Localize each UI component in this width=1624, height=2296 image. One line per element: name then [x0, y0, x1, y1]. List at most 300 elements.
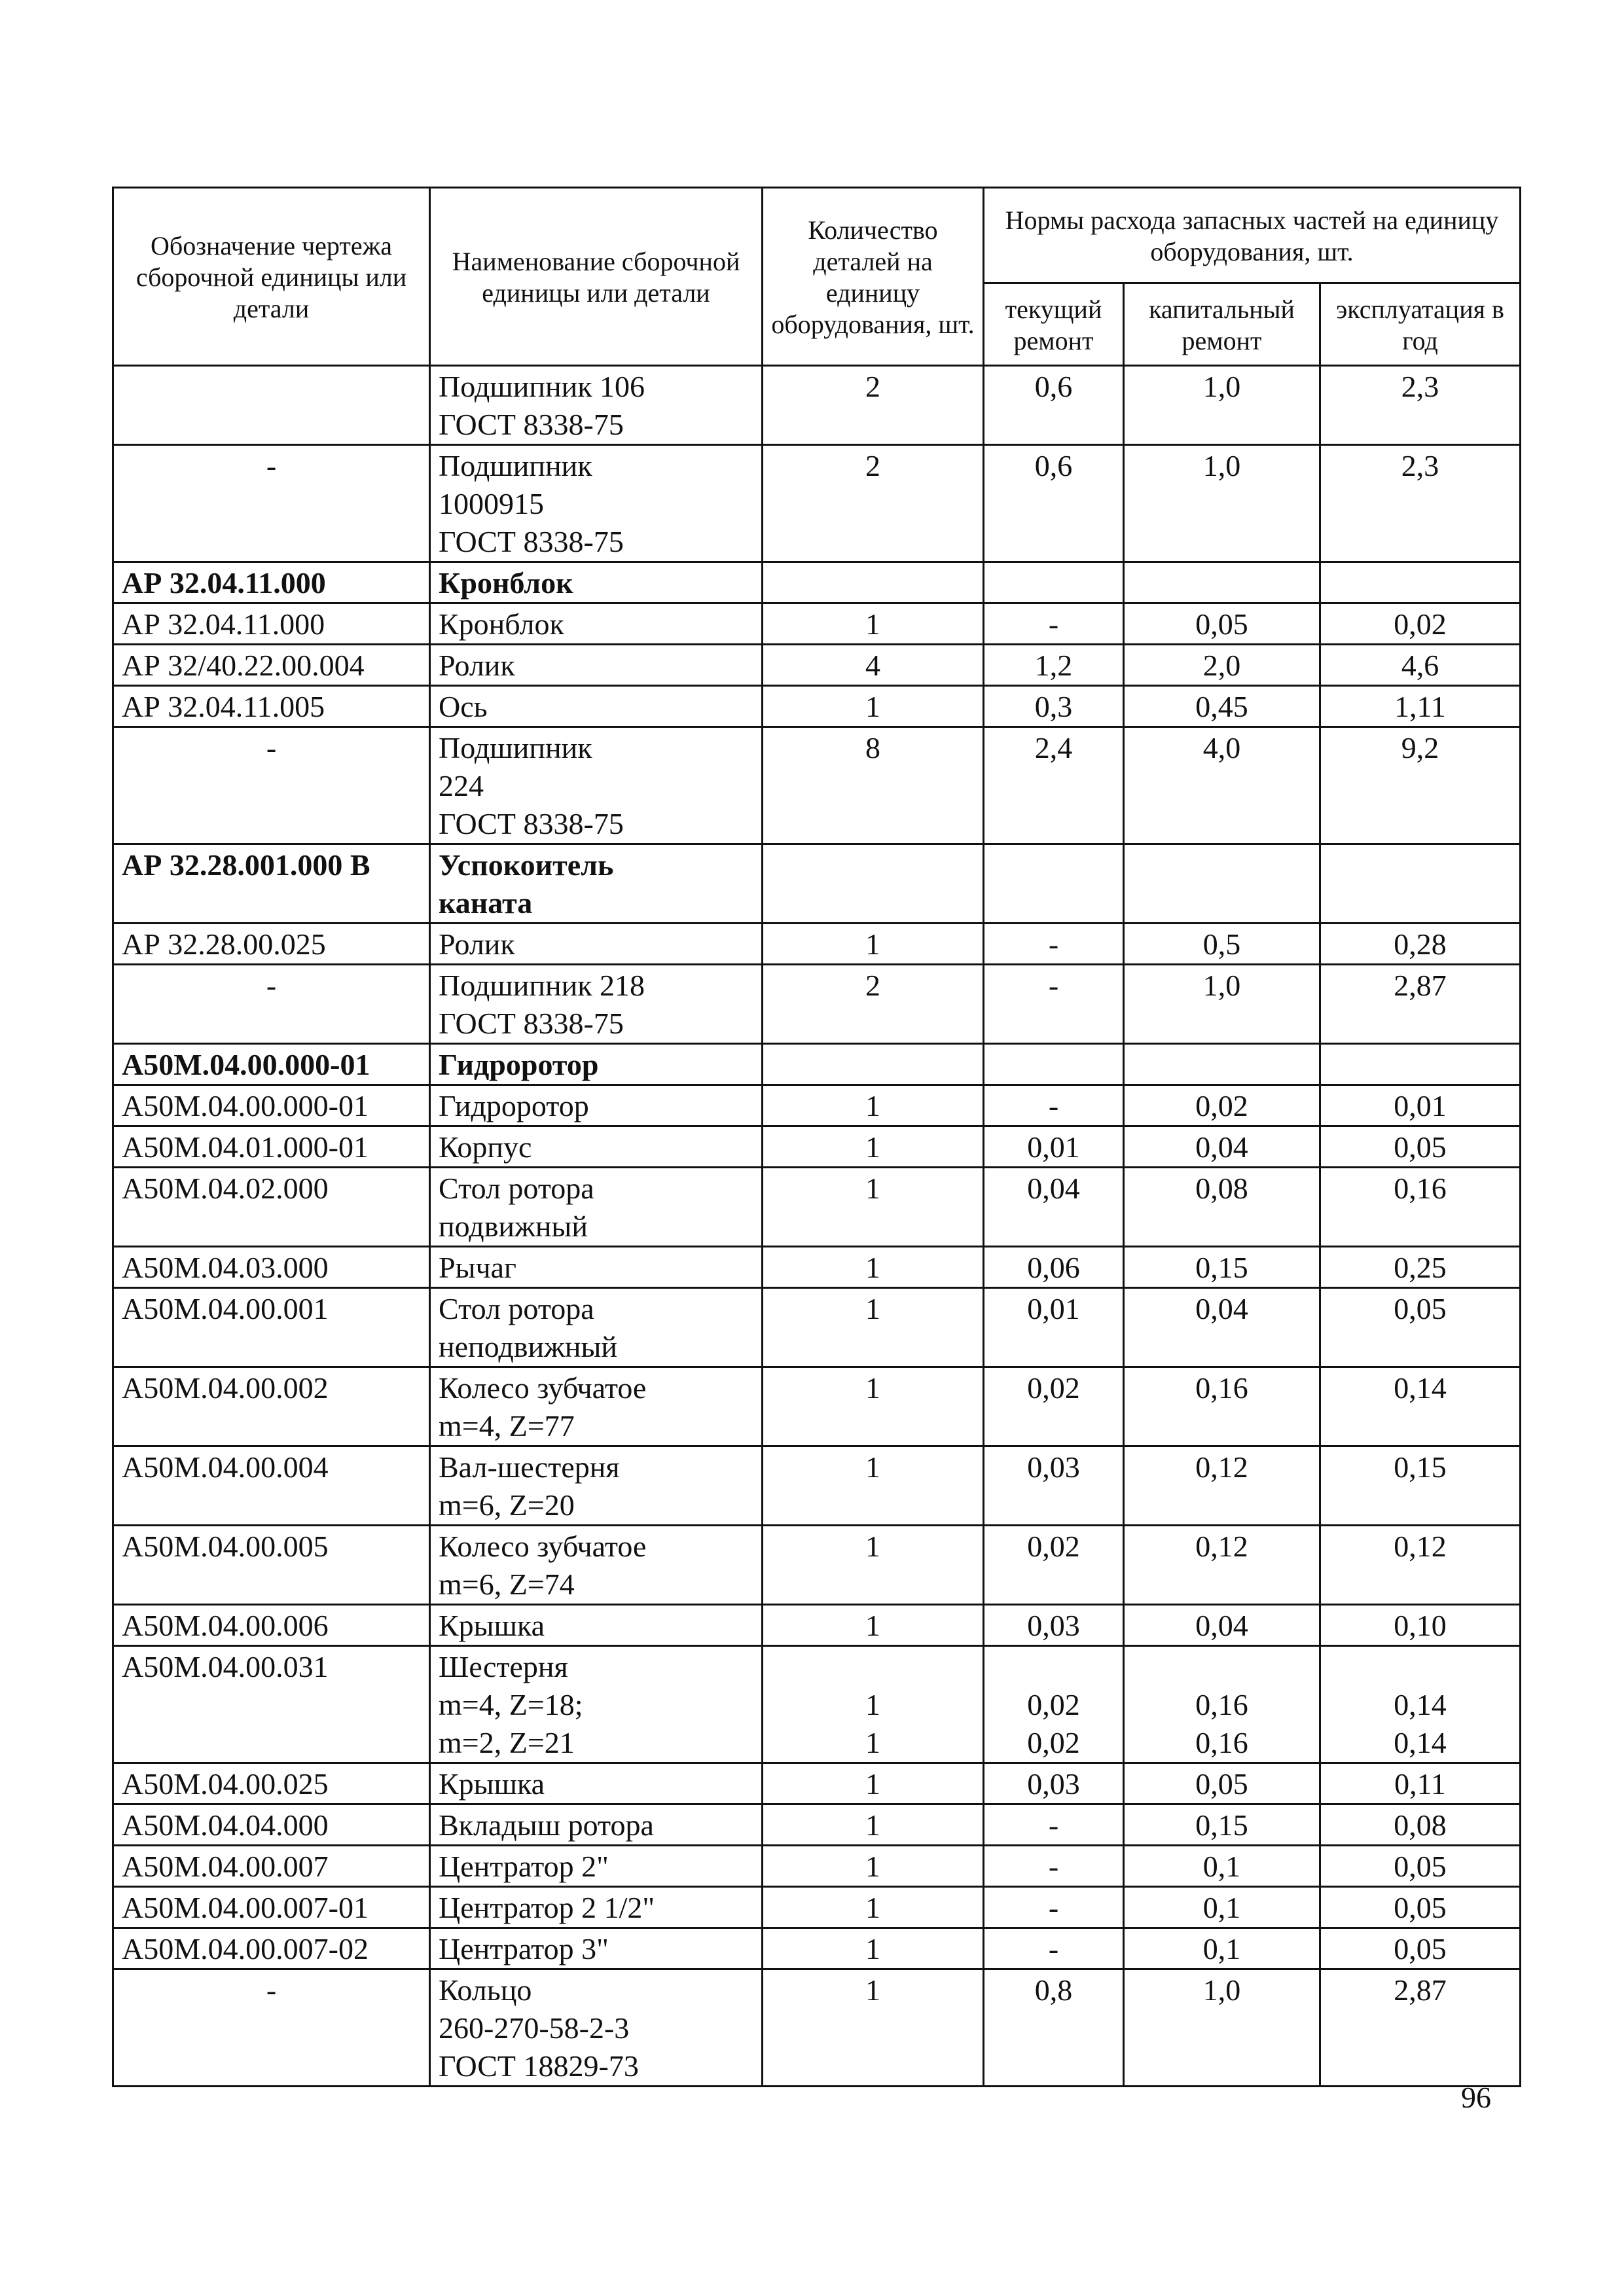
cell-quantity	[763, 1846, 984, 1887]
cell-operation-per-year	[1320, 1526, 1521, 1605]
cell-quantity	[763, 965, 984, 1044]
cell-operation-per-year	[1320, 1646, 1521, 1763]
cell-quantity-line: 1	[865, 1530, 880, 1563]
cell-name	[430, 1085, 763, 1126]
cell-current-repair-line: -	[1048, 927, 1059, 961]
cell-quantity-line: 1	[865, 1089, 880, 1122]
cell-current-repair-line: 0,02	[1027, 1371, 1080, 1405]
cell-operation-per-year-line: 2,3	[1401, 449, 1439, 482]
cell-current-repair-line: -	[1048, 1089, 1059, 1122]
cell-name-line: Подшипник	[439, 449, 592, 482]
cell-name-line: m=6, Z=20	[439, 1488, 575, 1522]
cell-capital-repair	[1124, 727, 1320, 844]
table-row	[113, 1044, 1521, 1085]
cell-name	[430, 844, 763, 924]
cell-quantity-line: 1	[865, 1808, 880, 1842]
cell-name-line: Крышка	[439, 1767, 545, 1801]
cell-capital-repair-line: 0,16	[1195, 1726, 1248, 1759]
cell-capital-repair	[1124, 1887, 1320, 1928]
cell-name	[430, 1605, 763, 1646]
cell-name	[430, 366, 763, 445]
cell-operation-per-year-line: 0,15	[1394, 1450, 1447, 1484]
table-row	[113, 1367, 1521, 1446]
cell-name-line: Ось	[439, 690, 488, 723]
cell-capital-repair	[1124, 1605, 1320, 1646]
table-row	[113, 1969, 1521, 2087]
cell-name	[430, 1044, 763, 1085]
cell-name	[430, 1763, 763, 1804]
cell-designation: А50М.04.04.000	[113, 1804, 430, 1846]
cell-name	[430, 1247, 763, 1288]
cell-operation-per-year-line: 0,05	[1394, 1932, 1447, 1965]
cell-name-line: ГОСТ 8338-75	[439, 1007, 624, 1040]
table-row	[113, 562, 1521, 603]
cell-operation-per-year	[1320, 1126, 1521, 1168]
header-capital-repair: капитальный ремонт	[1124, 283, 1320, 366]
cell-name	[430, 1526, 763, 1605]
cell-operation-per-year	[1320, 965, 1521, 1044]
cell-current-repair-line: 0,04	[1027, 1172, 1080, 1205]
cell-current-repair	[984, 1085, 1124, 1126]
cell-name	[430, 924, 763, 965]
cell-designation: АР 32.04.11.005	[113, 686, 430, 727]
cell-designation	[113, 366, 430, 445]
cell-quantity	[763, 1247, 984, 1288]
cell-quantity	[763, 1367, 984, 1446]
cell-current-repair-line	[992, 846, 1115, 884]
cell-operation-per-year-line: 0,14	[1394, 1688, 1447, 1721]
cell-quantity-line: 1	[865, 1973, 880, 2007]
cell-name-line: Ролик	[439, 649, 515, 682]
table-row	[113, 1126, 1521, 1168]
cell-capital-repair-line: 0,15	[1195, 1251, 1248, 1284]
cell-current-repair	[984, 1887, 1124, 1928]
cell-quantity	[763, 1044, 984, 1085]
cell-capital-repair	[1124, 844, 1320, 924]
cell-operation-per-year-line: 0,02	[1394, 607, 1447, 641]
cell-capital-repair-line	[1132, 564, 1311, 602]
cell-capital-repair-line: 0,12	[1195, 1530, 1248, 1563]
cell-current-repair	[984, 1247, 1124, 1288]
table-row	[113, 1804, 1521, 1846]
cell-designation: А50М.04.00.025	[113, 1763, 430, 1804]
cell-operation-per-year-line: 0,05	[1394, 1891, 1447, 1924]
cell-capital-repair-line: 0,04	[1195, 1609, 1248, 1642]
cell-operation-per-year-line: 2,3	[1401, 370, 1439, 403]
cell-operation-per-year	[1320, 924, 1521, 965]
page-number: 96	[1461, 2081, 1491, 2114]
cell-operation-per-year-line: 9,2	[1401, 731, 1439, 764]
cell-current-repair	[984, 1526, 1124, 1605]
cell-capital-repair-line: 1,0	[1202, 1973, 1241, 2007]
cell-operation-per-year-line: 0,14	[1394, 1371, 1447, 1405]
cell-name-line: Стол ротора	[439, 1292, 594, 1325]
cell-operation-per-year	[1320, 366, 1521, 445]
cell-capital-repair	[1124, 603, 1320, 645]
cell-capital-repair	[1124, 1526, 1320, 1605]
table-row	[113, 1168, 1521, 1247]
cell-capital-repair-line: 1,0	[1202, 449, 1241, 482]
cell-quantity	[763, 1763, 984, 1804]
cell-current-repair-line: 0,01	[1027, 1292, 1080, 1325]
cell-quantity	[763, 727, 984, 844]
cell-name-line: ГОСТ 8338-75	[439, 408, 624, 441]
cell-name	[430, 1288, 763, 1367]
cell-operation-per-year	[1320, 1887, 1521, 1928]
table-row	[113, 727, 1521, 844]
cell-current-repair	[984, 1044, 1124, 1085]
cell-current-repair	[984, 1126, 1124, 1168]
table-row	[113, 1846, 1521, 1887]
cell-name-line: Стол ротора	[439, 1172, 594, 1205]
table-row	[113, 1763, 1521, 1804]
cell-designation: А50М.04.00.006	[113, 1605, 430, 1646]
cell-designation: А50М.04.00.007-01	[113, 1887, 430, 1928]
cell-name-line: неподвижный	[439, 1330, 617, 1363]
table-row	[113, 645, 1521, 686]
cell-capital-repair-line: 0,5	[1202, 927, 1241, 961]
cell-designation: -	[113, 727, 430, 844]
cell-designation: А50М.04.00.000-01	[113, 1085, 430, 1126]
cell-quantity-line: 1	[865, 1251, 880, 1284]
cell-quantity	[763, 562, 984, 603]
cell-operation-per-year	[1320, 1247, 1521, 1288]
cell-quantity-line: 4	[865, 649, 880, 682]
cell-capital-repair	[1124, 686, 1320, 727]
cell-name	[430, 1168, 763, 1247]
cell-quantity	[763, 1446, 984, 1526]
cell-designation: А50М.04.00.005	[113, 1526, 430, 1605]
cell-quantity-line: 2	[865, 449, 880, 482]
cell-current-repair	[984, 1928, 1124, 1969]
table-row	[113, 844, 1521, 924]
cell-name-line: Корпус	[439, 1130, 532, 1164]
cell-quantity-line: 1	[865, 1371, 880, 1405]
cell-name-line: 260-270-58-2-3	[439, 2011, 630, 2045]
cell-quantity-line: 2	[865, 370, 880, 403]
cell-name-line: ГОСТ 18829-73	[439, 2049, 639, 2083]
cell-current-repair	[984, 924, 1124, 965]
cell-name	[430, 1804, 763, 1846]
cell-capital-repair-line: 0,45	[1195, 690, 1248, 723]
cell-current-repair	[984, 1646, 1124, 1763]
cell-capital-repair	[1124, 645, 1320, 686]
cell-current-repair-line: -	[1048, 607, 1059, 641]
cell-name	[430, 1846, 763, 1887]
cell-capital-repair	[1124, 1367, 1320, 1446]
cell-capital-repair	[1124, 366, 1320, 445]
cell-capital-repair-line: 0,16	[1195, 1371, 1248, 1405]
cell-current-repair-line: 0,03	[1027, 1609, 1080, 1642]
cell-name-line: Гидроротор	[439, 1089, 589, 1122]
cell-designation: А50М.04.00.000-01	[113, 1044, 430, 1085]
table-body	[113, 366, 1521, 2087]
cell-quantity	[763, 366, 984, 445]
cell-capital-repair	[1124, 1969, 1320, 2087]
cell-capital-repair	[1124, 1044, 1320, 1085]
table-row	[113, 1605, 1521, 1646]
header-current-repair: текущий ремонт	[984, 283, 1124, 366]
cell-current-repair	[984, 1605, 1124, 1646]
cell-current-repair	[984, 645, 1124, 686]
cell-current-repair-line: 0,6	[1034, 449, 1073, 482]
cell-quantity-line: 1	[865, 1932, 880, 1965]
cell-designation: А50М.04.03.000	[113, 1247, 430, 1288]
table-row	[113, 686, 1521, 727]
cell-designation: А50М.04.00.001	[113, 1288, 430, 1367]
cell-capital-repair	[1124, 1085, 1320, 1126]
cell-designation: А50М.04.01.000-01	[113, 1126, 430, 1168]
cell-quantity	[763, 1969, 984, 2087]
cell-capital-repair-line: 4,0	[1202, 731, 1241, 764]
table-row	[113, 1526, 1521, 1605]
cell-capital-repair	[1124, 1446, 1320, 1526]
cell-operation-per-year	[1320, 1367, 1521, 1446]
cell-operation-per-year-line: 4,6	[1401, 649, 1439, 682]
cell-operation-per-year-line	[1329, 1046, 1511, 1084]
cell-capital-repair	[1124, 562, 1320, 603]
cell-operation-per-year	[1320, 645, 1521, 686]
cell-current-repair	[984, 1288, 1124, 1367]
cell-capital-repair	[1124, 1804, 1320, 1846]
cell-quantity	[763, 1288, 984, 1367]
cell-quantity-line	[771, 846, 975, 884]
cell-quantity-line: 1	[865, 1726, 880, 1759]
cell-name-line: Кронблок	[439, 607, 564, 641]
cell-name-line: 1000915	[439, 487, 544, 520]
table-row	[113, 1928, 1521, 1969]
cell-name-line: Вкладыш ротора	[439, 1808, 654, 1842]
cell-current-repair-line: 0,02	[1027, 1726, 1080, 1759]
cell-current-repair	[984, 1846, 1124, 1887]
table-row	[113, 965, 1521, 1044]
table-row	[113, 603, 1521, 645]
cell-operation-per-year	[1320, 1969, 1521, 2087]
cell-designation: А50М.04.00.031	[113, 1646, 430, 1763]
cell-name	[430, 727, 763, 844]
cell-operation-per-year-line	[1329, 564, 1511, 602]
cell-capital-repair-line: 0,04	[1195, 1130, 1248, 1164]
cell-name	[430, 445, 763, 562]
cell-quantity	[763, 924, 984, 965]
cell-operation-per-year-line	[1329, 1648, 1511, 1686]
cell-capital-repair-line: 0,16	[1195, 1688, 1248, 1721]
cell-quantity-line: 1	[865, 1891, 880, 1924]
cell-name-line: подвижный	[439, 1210, 588, 1243]
cell-name	[430, 1126, 763, 1168]
cell-operation-per-year-line: 2,87	[1394, 969, 1447, 1002]
cell-operation-per-year	[1320, 1928, 1521, 1969]
cell-current-repair-line: 0,02	[1027, 1530, 1080, 1563]
cell-designation: А50М.04.00.002	[113, 1367, 430, 1446]
cell-operation-per-year	[1320, 844, 1521, 924]
cell-current-repair-line: 1,2	[1034, 649, 1073, 682]
cell-designation: А50М.04.00.004	[113, 1446, 430, 1526]
cell-operation-per-year	[1320, 1085, 1521, 1126]
cell-operation-per-year-line: 0,05	[1394, 1130, 1447, 1164]
cell-current-repair-line: 0,02	[1027, 1688, 1080, 1721]
cell-current-repair-line: 0,3	[1034, 690, 1073, 723]
cell-designation: АР 32.28.001.000 В	[113, 844, 430, 924]
cell-quantity-line: 1	[865, 1450, 880, 1484]
cell-quantity	[763, 645, 984, 686]
cell-current-repair-line: -	[1048, 1891, 1059, 1924]
cell-capital-repair	[1124, 1247, 1320, 1288]
cell-capital-repair	[1124, 924, 1320, 965]
cell-current-repair-line: -	[1048, 969, 1059, 1002]
cell-quantity	[763, 1804, 984, 1846]
cell-quantity-line	[771, 564, 975, 602]
cell-quantity-line: 1	[865, 1767, 880, 1801]
cell-operation-per-year-line	[1329, 846, 1511, 884]
cell-designation: А50М.04.00.007	[113, 1846, 430, 1887]
cell-operation-per-year-line: 0,05	[1394, 1850, 1447, 1883]
cell-name-line: 224	[439, 769, 484, 802]
cell-designation: АР 32.04.11.000	[113, 603, 430, 645]
cell-current-repair-line: 2,4	[1034, 731, 1073, 764]
cell-quantity	[763, 1887, 984, 1928]
cell-name-line: Успокоитель	[439, 848, 614, 882]
cell-current-repair-line: -	[1048, 1850, 1059, 1883]
cell-name-line: Подшипник 106	[439, 370, 645, 403]
header-operation-per-year: эксплуатация в год	[1320, 283, 1521, 366]
cell-operation-per-year	[1320, 727, 1521, 844]
cell-capital-repair-line: 0,1	[1202, 1891, 1241, 1924]
cell-capital-repair-line: 0,15	[1195, 1808, 1248, 1842]
cell-quantity-line: 1	[865, 927, 880, 961]
cell-designation: АР 32.28.00.025	[113, 924, 430, 965]
cell-operation-per-year	[1320, 562, 1521, 603]
cell-quantity-line: 2	[865, 969, 880, 1002]
cell-capital-repair-line: 0,02	[1195, 1089, 1248, 1122]
table-row	[113, 1085, 1521, 1126]
cell-quantity	[763, 603, 984, 645]
cell-capital-repair	[1124, 1288, 1320, 1367]
cell-current-repair	[984, 1446, 1124, 1526]
cell-capital-repair	[1124, 1763, 1320, 1804]
cell-name-line: Центратор 2 1/2"	[439, 1891, 655, 1924]
cell-operation-per-year	[1320, 686, 1521, 727]
cell-quantity	[763, 1646, 984, 1763]
cell-quantity-line: 1	[865, 1609, 880, 1642]
cell-name-line: Шестерня	[439, 1650, 568, 1683]
cell-quantity-line	[771, 1648, 975, 1686]
cell-name	[430, 965, 763, 1044]
cell-current-repair	[984, 1763, 1124, 1804]
cell-operation-per-year-line: 0,25	[1394, 1251, 1447, 1284]
cell-quantity-line: 1	[865, 1130, 880, 1164]
cell-operation-per-year	[1320, 1763, 1521, 1804]
table-row	[113, 366, 1521, 445]
cell-quantity-line: 1	[865, 1850, 880, 1883]
cell-name-line: Рычаг	[439, 1251, 516, 1284]
cell-capital-repair-line: 0,04	[1195, 1292, 1248, 1325]
cell-operation-per-year-line: 0,12	[1394, 1530, 1447, 1563]
cell-current-repair	[984, 1804, 1124, 1846]
cell-capital-repair-line: 0,1	[1202, 1850, 1241, 1883]
cell-current-repair	[984, 445, 1124, 562]
header-designation: Обозначение чертежа сборочной единицы или детали	[113, 188, 430, 366]
cell-operation-per-year	[1320, 1846, 1521, 1887]
table-row	[113, 1646, 1521, 1763]
cell-name-line: Кольцо	[439, 1973, 532, 2007]
cell-current-repair	[984, 1969, 1124, 2087]
cell-name-line: Подшипник 218	[439, 969, 645, 1002]
cell-name-line: каната	[439, 886, 533, 920]
cell-current-repair	[984, 844, 1124, 924]
cell-name-line: m=6, Z=74	[439, 1568, 575, 1601]
cell-current-repair-line: 0,06	[1027, 1251, 1080, 1284]
header-name: Наименование сборочной единицы или детали	[430, 188, 763, 366]
cell-name-line: Центратор 2"	[439, 1850, 609, 1883]
cell-designation: -	[113, 965, 430, 1044]
cell-capital-repair	[1124, 1646, 1320, 1763]
cell-name-line: Центратор 3"	[439, 1932, 609, 1965]
cell-quantity	[763, 1928, 984, 1969]
table-row	[113, 1887, 1521, 1928]
cell-current-repair-line: 0,6	[1034, 370, 1073, 403]
cell-current-repair-line	[992, 1046, 1115, 1084]
cell-quantity-line: 1	[865, 607, 880, 641]
cell-quantity-line: 1	[865, 690, 880, 723]
cell-quantity	[763, 1126, 984, 1168]
cell-quantity-line	[771, 1046, 975, 1084]
cell-capital-repair	[1124, 1846, 1320, 1887]
cell-designation: АР 32/40.22.00.004	[113, 645, 430, 686]
cell-operation-per-year	[1320, 445, 1521, 562]
cell-current-repair-line: 0,8	[1034, 1973, 1073, 2007]
cell-quantity	[763, 445, 984, 562]
cell-operation-per-year-line: 0,08	[1394, 1808, 1447, 1842]
cell-current-repair	[984, 686, 1124, 727]
cell-current-repair	[984, 603, 1124, 645]
cell-designation: А50М.04.02.000	[113, 1168, 430, 1247]
cell-name	[430, 1969, 763, 2087]
cell-name	[430, 1446, 763, 1526]
cell-capital-repair-line: 0,12	[1195, 1450, 1248, 1484]
cell-capital-repair-line: 1,0	[1202, 969, 1241, 1002]
cell-current-repair-line: -	[1048, 1808, 1059, 1842]
cell-operation-per-year-line: 0,16	[1394, 1172, 1447, 1205]
cell-current-repair	[984, 562, 1124, 603]
cell-current-repair-line: -	[1048, 1932, 1059, 1965]
cell-operation-per-year-line: 0,14	[1394, 1726, 1447, 1759]
cell-operation-per-year-line: 0,28	[1394, 927, 1447, 961]
cell-capital-repair-line: 2,0	[1202, 649, 1241, 682]
cell-name-line: Крышка	[439, 1609, 545, 1642]
cell-current-repair	[984, 727, 1124, 844]
cell-name-line: Вал-шестерня	[439, 1450, 620, 1484]
cell-current-repair-line: 0,01	[1027, 1130, 1080, 1164]
spare-parts-table	[112, 187, 1521, 2087]
cell-designation: АР 32.04.11.000	[113, 562, 430, 603]
cell-operation-per-year	[1320, 1044, 1521, 1085]
cell-name	[430, 645, 763, 686]
cell-name	[430, 1928, 763, 1969]
table-row	[113, 445, 1521, 562]
cell-current-repair	[984, 1367, 1124, 1446]
cell-quantity	[763, 1605, 984, 1646]
cell-name	[430, 686, 763, 727]
cell-operation-per-year	[1320, 1288, 1521, 1367]
cell-name	[430, 1646, 763, 1763]
cell-capital-repair	[1124, 445, 1320, 562]
cell-name-line: m=4, Z=18;	[439, 1688, 583, 1721]
cell-name-line: ГОСТ 8338-75	[439, 525, 624, 558]
cell-quantity	[763, 1085, 984, 1126]
cell-designation: -	[113, 445, 430, 562]
cell-capital-repair-line: 0,08	[1195, 1172, 1248, 1205]
